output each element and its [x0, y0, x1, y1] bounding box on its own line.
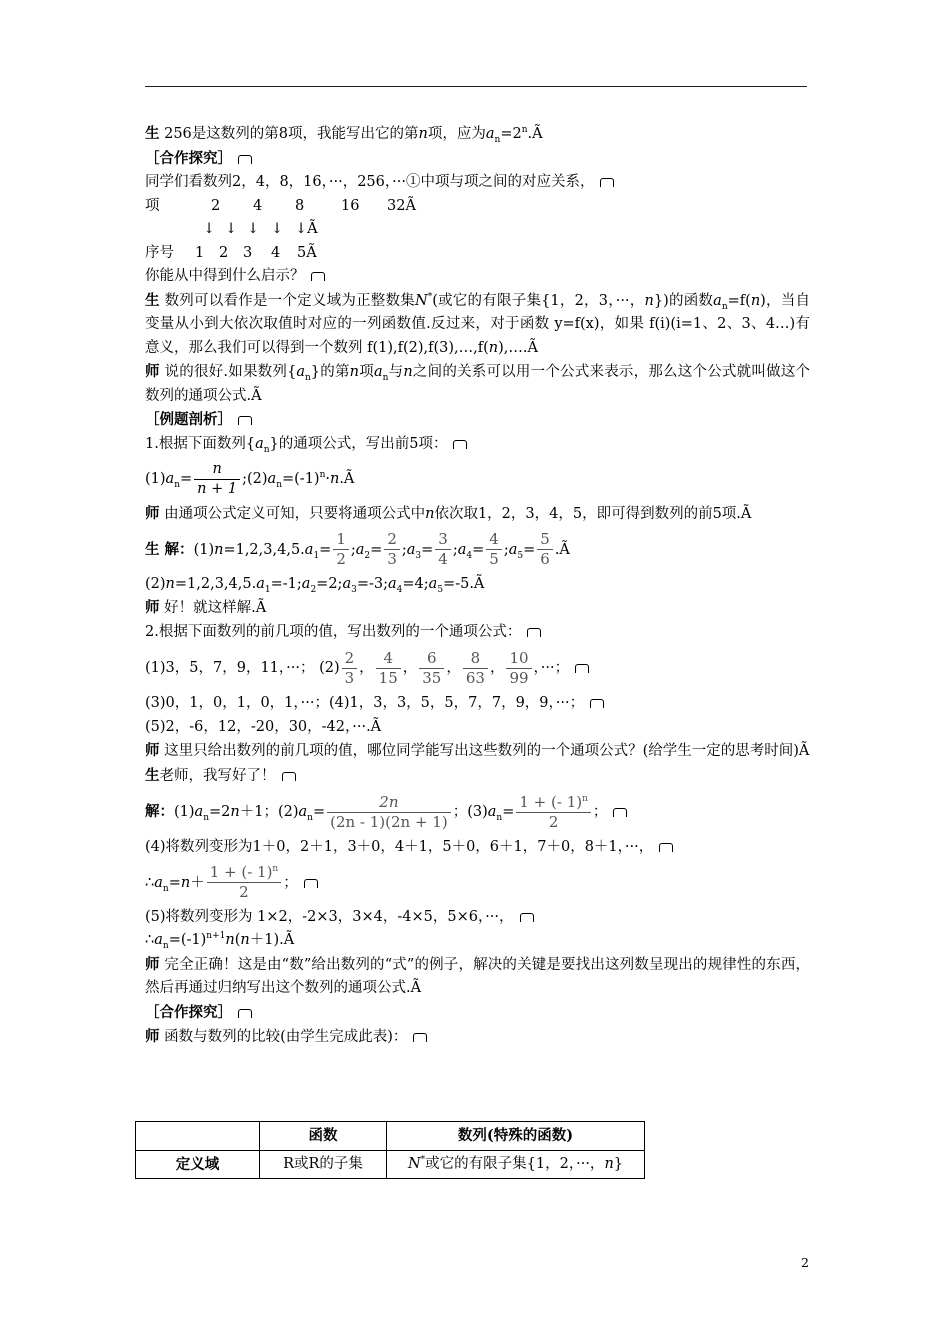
- paragraph-mark-icon: [238, 416, 252, 425]
- solution-line-4: (4)将数列变形为1＋0，2＋1，3＋0，4＋1，5＋0，6＋1，7＋0，8＋1，···，: [145, 836, 810, 860]
- line-student-256: 生 256是这数列的第8项，我能写出它的第n项，应为$a_n=2^n.Ã$: [145, 125, 543, 145]
- fraction: $\frac{1}{2}$: [333, 530, 349, 569]
- paragraph-mark-icon: [238, 1009, 252, 1018]
- paragraph-mark-icon: [527, 628, 541, 637]
- fraction: $\frac{1 + (- 1)^n}{2}$: [516, 793, 591, 832]
- fraction: $\frac{8}{63}$: [463, 649, 488, 688]
- paragraph-mark-icon: [238, 155, 252, 164]
- fraction: $\frac{3}{4}$: [435, 530, 451, 569]
- paragraph-mark-icon: [311, 272, 325, 281]
- fraction: $\frac{1 + (- 1)^n}{2}$: [207, 863, 282, 902]
- paragraph-mark-icon: [590, 699, 604, 708]
- line-sequence-intro: 同学们看数列2，4，8，16，···，256，···①中项与项之间的对应关系，: [145, 171, 810, 195]
- fraction: $\frac{4}{5}$: [486, 530, 502, 569]
- header-rule: [145, 86, 807, 87]
- paragraph-general-term-definition: 师 说的很好.如果数列$\{a_n\}$的第n项$a_n$与n之间的关系可以用一个公式来表示，那么这个公式就叫做这个数列的通项公式.Ã: [145, 363, 811, 404]
- paragraph-mark-icon: [575, 664, 589, 673]
- solution-line-4b: $\therefore a_n=n+$ $\frac{1 + (- 1)^n}{2}$ ；: [145, 860, 810, 906]
- table-row-label: 定义域: [136, 1150, 260, 1179]
- teacher-question: 师 这里只给出数列的前几项的值，哪位同学能写出这些数列的一个通项公式？(给学生一定的思考时间)Ã: [145, 742, 810, 759]
- table-row: [136, 1150, 645, 1179]
- page-number: 2: [801, 1255, 809, 1270]
- table-header-cell: [136, 1122, 260, 1151]
- fraction: $\frac{10}{99}$: [506, 649, 531, 688]
- fraction: $\frac{2}{3}$: [342, 649, 358, 688]
- index-row: 序号 1 2 3 4 5Ã: [145, 244, 317, 261]
- paragraph-mark-icon: [453, 440, 467, 449]
- paragraph-sequence-as-function: 生 数列可以看作是一个定义域为正整数集N*(或它的有限子集{1，2，3，···，n})的函数$a_n=f(n)$，当自变量从小到大依次取值时对应的一列函数值.反过来，对于函数 y=f(x)，如果 f(i)(i=1、2、3、4…)有意义，那么我们可以得到一个数列 f(1),f(2),f(3),…,f(n),….Ã: [145, 291, 811, 356]
- fraction: $\frac{n}{n + 1}$: [194, 460, 240, 499]
- comparison-table: [135, 1121, 645, 1179]
- paragraph-mark-icon: [520, 913, 534, 922]
- student-solution-1: 生 解：$(1)n=1,2,3,4,5.a_1=$ $\frac{1}{2}$ $;a_2=$ $\frac{2}{3}$ $;a_3=$ $\frac{3}{4}$ $;a_4=$ $\frac{4}{5}$ $;a_5=$ $\frac{5}{6}$ .Ã: [145, 530, 570, 568]
- example-2-items-a: (1)3，5，7，9，11，···； (2) $\frac{2}{3}$ ， $\frac{4}{15}$ ， $\frac{6}{35}$ ， $\frac{8}{63}$ ， $\frac{10}{99}$ ，···；: [145, 644, 810, 692]
- fraction: $\frac{5}{6}$: [537, 530, 553, 569]
- paragraph-mark-icon: [600, 178, 614, 187]
- arrow-row: ↓ ↓ ↓ ↓ ↓Ã: [203, 221, 318, 237]
- teacher-summary: 师 完全正确！这是由“数”给出数列的“式”的例子，解决的关键是要找出这列数呈现出的规律性的东西，然后再通过归纳写出这个数列的通项公式.Ã: [145, 955, 810, 996]
- solution-line-5b: $\therefore a_n=(-1)^{n+1}n(n+1).Ã$: [145, 931, 295, 951]
- section-heading-cooperate: ［合作探究］: [145, 147, 810, 172]
- table-cell-function: R或R的子集: [260, 1150, 387, 1179]
- fraction: $\frac{2}{3}$: [384, 530, 400, 569]
- solution-line-5: (5)将数列变形为 1×2，-2×3，3×4，-4×5，5×6，···，: [145, 906, 810, 930]
- teacher-approve: 师 好！就这样解.Ã: [145, 599, 267, 616]
- section-heading-cooperate-2: ［合作探究］: [145, 1001, 810, 1026]
- table-header-cell: 函数: [260, 1122, 387, 1151]
- fraction: $\frac{6}{35}$: [419, 649, 444, 688]
- fraction: $\frac{2n}{(2n - 1)(2n + 1)}$: [327, 793, 451, 832]
- example-2-items-b: (3)0，1，0，1，0，1，···；(4)1，3，3，5，5，7，7，9，9，···；: [145, 692, 810, 716]
- paragraph-mark-icon: [659, 843, 673, 852]
- document-body: [145, 122, 810, 1050]
- line-question-hint: 你能从中得到什么启示？: [145, 265, 810, 289]
- paragraph-mark-icon: [282, 772, 296, 781]
- term-row: 项 2 4 8 16 32Ã: [145, 197, 416, 214]
- teacher-explain-1: 师 由通项公式定义可知，只要将通项公式中n依次取1，2，3，4，5，即可得到数列的前5项.Ã: [145, 505, 752, 522]
- student-done: 生老师，我写好了！: [145, 764, 810, 789]
- table-header-cell: 数列(特殊的函数): [387, 1122, 645, 1151]
- example-1-formulas: $(1)a_n=$ $\frac{n}{n + 1}$ $;(2)a_n=(-1)^n\cdot n.Ã$: [145, 460, 355, 497]
- teacher-table-intro: 师 函数与数列的比较(由学生完成此表)：: [145, 1025, 810, 1050]
- table-header-row: [136, 1122, 645, 1151]
- fraction: $\frac{4}{15}$: [376, 649, 401, 688]
- table-cell-sequence: N*或它的有限子集{1，2，···，n}: [387, 1150, 645, 1179]
- example-2-items-c: (5)2，-6，12，-20，30，-42，···.Ã: [145, 718, 382, 735]
- solution-line-1: 解：$(1)a_n=2n+1$；$(2)a_n=$ $\frac{2n}{(2n - 1)(2n + 1)}$ ；$(3)a_n=$ $\frac{1 + (- 1)^n}{2}$ ；: [145, 788, 810, 836]
- example-1-prompt: 1.根据下面数列$\{a_n\}$的通项公式，写出前5项：: [145, 433, 810, 457]
- paragraph-mark-icon: [413, 1033, 427, 1042]
- example-2-prompt: 2.根据下面数列的前几项的值，写出数列的一个通项公式：: [145, 621, 810, 645]
- paragraph-mark-icon: [304, 879, 318, 888]
- student-solution-2: $(2)n=1,2,3,4,5.a_1=-1;a_2=2;a_3=-3;a_4=4;a_5=-5.Ã$: [145, 575, 485, 595]
- paragraph-mark-icon: [613, 808, 627, 817]
- section-heading-examples: ［例题剖析］: [145, 408, 810, 433]
